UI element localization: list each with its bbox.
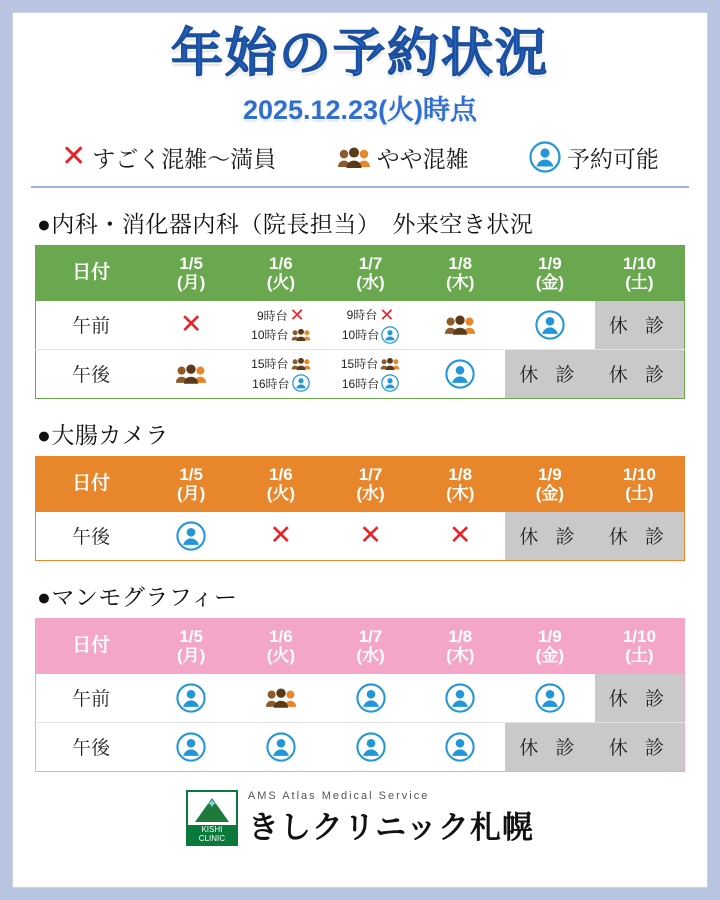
brand-en: AMS Atlas Medical Service (247, 789, 430, 802)
status-cell (415, 301, 505, 350)
timeslot-group (237, 306, 325, 343)
poster (12, 12, 708, 888)
status-cell (236, 722, 326, 771)
legend-item-0 (61, 141, 276, 174)
logo-text-top: KISHI (201, 824, 223, 834)
person-circle-icon (535, 310, 565, 340)
red-x-icon: ✕ (379, 304, 395, 325)
section-2 (35, 579, 685, 772)
status-cell (146, 349, 236, 398)
people-group-icon (380, 357, 400, 371)
person-circle-icon (176, 732, 206, 762)
red-x-icon: ✕ (269, 520, 293, 551)
column-header-1: 1/5 (月) (146, 456, 236, 512)
column-header-6: 1/10 (土) (595, 456, 685, 512)
closed-cell: 休 診 (595, 301, 685, 350)
section-0 (35, 206, 685, 399)
timeslot-label: 15時台 (340, 357, 379, 372)
red-x-icon: ✕ (359, 520, 382, 551)
legend-label: やや混雑 (376, 145, 469, 172)
status-cell (505, 301, 595, 350)
timeslot-group (327, 355, 415, 392)
footer (13, 790, 707, 847)
column-header-4: 1/8 (木) (415, 245, 505, 301)
schedule-table (35, 618, 685, 772)
row-label: 午前 (36, 674, 147, 723)
table-row (36, 674, 685, 723)
timeslot-label: 10時台 (341, 328, 380, 343)
section-title: ●内科・消化器内科（院長担当） 外来空き状況 (37, 210, 534, 237)
column-header-1: 1/5 (月) (146, 618, 236, 674)
legend-label: 予約可能 (566, 145, 659, 172)
status-cell (415, 722, 505, 771)
brand (248, 790, 534, 847)
person-circle-icon (535, 683, 565, 713)
section-1 (35, 417, 685, 561)
schedule-table (35, 245, 685, 399)
person-circle-icon (381, 374, 399, 392)
column-header-date: 日付 (36, 245, 147, 301)
column-header-3: 1/7 (水) (326, 618, 416, 674)
status-cell (326, 674, 416, 723)
logo-text-bottom: CLINIC (198, 833, 226, 843)
legend-item-2 (529, 141, 659, 174)
person-circle-icon (176, 683, 206, 713)
table-row (36, 722, 685, 771)
legend-item-1 (337, 141, 469, 174)
row-label: 午後 (36, 722, 147, 771)
closed-cell: 休 診 (595, 674, 685, 723)
row-label: 午前 (36, 301, 147, 350)
person-circle-icon (292, 374, 310, 392)
column-header-4: 1/8 (木) (415, 456, 505, 512)
table-row (36, 301, 685, 350)
status-cell (146, 674, 236, 723)
red-x-icon: ✕ (448, 520, 472, 551)
page-subtitle: 2025.12.23(火)時点 (242, 94, 478, 125)
people-group-icon (291, 328, 311, 342)
status-cell (236, 301, 326, 350)
row-label: 午後 (36, 349, 147, 398)
column-header-4: 1/8 (木) (415, 618, 505, 674)
legend (31, 141, 689, 188)
table-row (36, 512, 685, 561)
person-circle-icon (381, 326, 399, 344)
status-cell (146, 512, 236, 561)
closed-cell: 休 診 (595, 722, 685, 771)
clinic-logo-icon: ✦ KISHI CLINIC (186, 790, 238, 846)
column-header-2: 1/6 (火) (236, 618, 326, 674)
red-x-icon: ✕ (61, 140, 87, 174)
person-circle-icon (356, 683, 386, 713)
status-cell (415, 674, 505, 723)
sections-container (13, 206, 707, 772)
red-x-icon: ✕ (289, 305, 305, 326)
timeslot-label: 16時台 (341, 376, 380, 391)
timeslot-group (327, 306, 415, 344)
status-cell (326, 722, 416, 771)
red-x-icon: ✕ (179, 309, 203, 340)
table-row (36, 349, 685, 398)
status-cell (326, 301, 416, 350)
section-title: ●マンモグラフィー (37, 583, 238, 610)
section-title: ●大腸カメラ (37, 421, 169, 448)
timeslot-group (237, 355, 325, 392)
status-cell (236, 512, 326, 561)
closed-cell: 休 診 (505, 722, 595, 771)
column-header-6: 1/10 (土) (595, 245, 685, 301)
column-header-3: 1/7 (水) (326, 456, 416, 512)
closed-cell: 休 診 (595, 349, 685, 398)
status-cell (236, 349, 326, 398)
person-circle-icon (176, 521, 206, 551)
people-group-icon (265, 687, 297, 709)
status-cell (505, 674, 595, 723)
timeslot-label: 16時台 (252, 376, 290, 391)
brand-jp: きしクリニック札幌 (247, 809, 535, 845)
people-group-icon (291, 357, 311, 371)
page-title: 年始の予約状況 (170, 25, 549, 83)
status-cell (326, 512, 416, 561)
row-label: 午後 (36, 512, 147, 561)
people-group-icon (175, 363, 207, 385)
column-header-5: 1/9 (金) (505, 456, 595, 512)
closed-cell: 休 診 (595, 512, 685, 561)
column-header-6: 1/10 (土) (595, 618, 685, 674)
timeslot-label: 15時台 (251, 357, 289, 372)
column-header-2: 1/6 (火) (236, 245, 326, 301)
timeslot-label: 9時台 (346, 308, 378, 323)
column-header-1: 1/5 (月) (146, 245, 236, 301)
column-header-date: 日付 (36, 618, 147, 674)
column-header-date: 日付 (36, 456, 147, 512)
column-header-5: 1/9 (金) (505, 618, 595, 674)
timeslot-label: 9時台 (256, 308, 288, 323)
header (13, 13, 707, 127)
status-cell (236, 674, 326, 723)
closed-cell: 休 診 (505, 512, 595, 561)
person-circle-icon (445, 359, 475, 389)
column-header-2: 1/6 (火) (236, 456, 326, 512)
person-circle-icon (266, 732, 296, 762)
people-group-icon (337, 146, 371, 169)
status-cell (415, 349, 505, 398)
column-header-5: 1/9 (金) (505, 245, 595, 301)
person-circle-icon (445, 732, 475, 762)
closed-cell: 休 診 (505, 349, 595, 398)
status-cell (146, 301, 236, 350)
status-cell (146, 722, 236, 771)
column-header-3: 1/7 (水) (326, 245, 416, 301)
people-group-icon (444, 314, 476, 336)
person-circle-icon (356, 732, 386, 762)
person-circle-icon (529, 141, 561, 173)
person-circle-icon (445, 683, 475, 713)
status-cell (326, 349, 416, 398)
schedule-table (35, 456, 685, 561)
status-cell (415, 512, 505, 561)
legend-label: すごく混雑〜満員 (92, 145, 277, 172)
timeslot-label: 10時台 (251, 328, 289, 343)
